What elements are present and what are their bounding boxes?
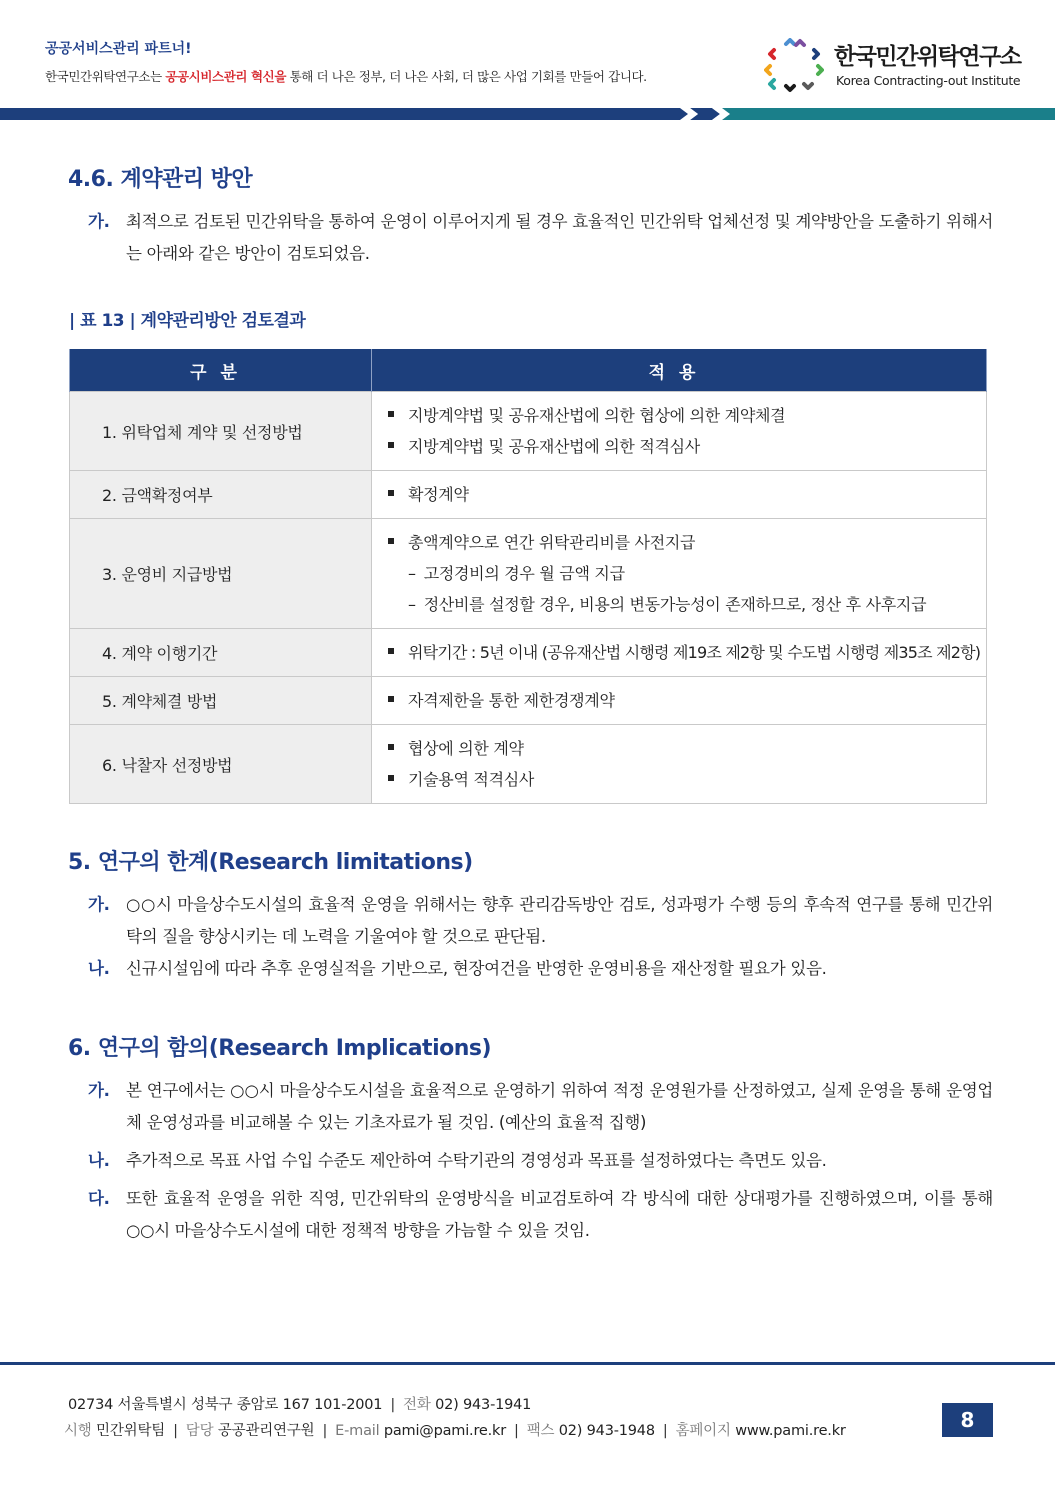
section-5-paragraph	[88, 889, 993, 952]
paragraph-marker: 나.	[88, 959, 110, 978]
footer-phone-label: 전화	[403, 1397, 431, 1413]
footer-charge: 공공관리연구원	[217, 1423, 315, 1439]
footer-divider	[0, 1362, 1055, 1365]
paragraph-text: 신규시설임에 따라 추후 운영실적을 기반으로, 현장여건을 반영한 운영비용을 재산정할 필요가 있음.	[126, 959, 827, 978]
footer-fax-label: 팩스	[526, 1423, 555, 1439]
header-intro	[45, 67, 647, 85]
bullet-item	[388, 685, 985, 716]
table-cell-application	[372, 392, 987, 471]
section-4-6-paragraph	[88, 206, 993, 269]
header-tagline: 공공서비스관리 파트너!	[45, 41, 192, 57]
bullet-item	[388, 479, 985, 510]
table-cell-application	[372, 677, 987, 725]
bullet-text: 자격제한을 통한 제한경쟁계약	[408, 691, 615, 710]
footer-separator: |	[390, 1397, 396, 1413]
table-header-category: 구분	[70, 349, 372, 392]
paragraph-text: ○○시 마을상수도시설의 효율적 운영을 위해서는 향후 관리감독방안 검토, 성과평가 수행 등의 후속적 연구를 통해 민간위탁의 질을 향상시키는 데 노력을 기울여야 할 것으로 판단됨.	[126, 895, 993, 946]
footer-separator: |	[322, 1423, 328, 1439]
section-6-paragraph	[88, 1145, 993, 1177]
table-cell-application	[372, 629, 987, 677]
paragraph-marker: 가.	[88, 212, 110, 231]
footer-phone: 02) 943-1941	[435, 1397, 532, 1413]
section-4-6-heading: 4.6. 계약관리 방안	[68, 167, 253, 192]
footer-email-label: E-mail	[335, 1423, 380, 1439]
dash-icon: –	[408, 564, 416, 583]
table-header-row	[70, 349, 987, 392]
table-cell-application	[372, 519, 987, 629]
footer-email-link[interactable]: pami@pami.re.kr	[383, 1423, 506, 1439]
bullet-text: 협상에 의한 계약	[408, 739, 524, 758]
footer-charge-label: 담당	[185, 1423, 214, 1439]
table-cell-application	[372, 725, 987, 804]
paragraph-text: 본 연구에서는 ○○시 마을상수도시설을 효율적으로 운영하기 위하여 적정 운영원가를 산정하였고, 실제 운영을 통해 운영업체 운영성과를 비교해볼 수 있는 기초자료가 될 것임. (예산의 효율적 집행)	[126, 1081, 993, 1132]
page-number: 8	[942, 1403, 993, 1437]
paragraph-text: 추가적으로 목표 사업 수입 수준도 제안하여 수탁기관의 경영성과 목표를 설정하였다는 측면도 있음.	[126, 1151, 827, 1170]
logo-name-ko: 한국민간위탁연구소	[834, 44, 1021, 70]
bullet-item	[388, 637, 985, 668]
table-row	[70, 677, 987, 725]
bullet-text: 총액계약으로 연간 위탁관리비를 사전지급	[408, 533, 696, 552]
bullet-text: 위탁기간 : 5년 이내 (공유재산법 시행령 제19조 제2항 및 수도법 시행령 제35조 제2항)	[408, 643, 981, 662]
bullet-square-icon	[388, 775, 394, 781]
bullet-item	[388, 400, 985, 431]
paragraph-marker: 다.	[88, 1189, 110, 1208]
table-row	[70, 392, 987, 471]
paragraph-marker: 나.	[88, 1151, 110, 1170]
footer-exec: 민간위탁팀	[96, 1423, 166, 1439]
section-6-heading: 6. 연구의 함의(Research Implications)	[68, 1036, 492, 1061]
table-header-application: 적용	[372, 349, 987, 392]
bullet-item	[388, 527, 985, 558]
bullet-square-icon	[388, 538, 394, 544]
bullet-square-icon	[388, 490, 394, 496]
footer-fax: 02) 943-1948	[558, 1423, 655, 1439]
table-caption: | 표 13 | 계약관리방안 검토결과	[69, 311, 306, 331]
section-5-heading: 5. 연구의 한계(Research limitations)	[68, 850, 473, 875]
paragraph-marker: 가.	[88, 895, 110, 914]
institute-logo-icon	[764, 38, 824, 94]
bullet-square-icon	[388, 648, 394, 654]
bullet-text: 지방계약법 및 공유재산법에 의한 협상에 의한 계약체결	[408, 406, 786, 425]
section-6-paragraph	[88, 1075, 993, 1138]
header-intro-prefix: 한국민간위탁연구소는	[45, 69, 166, 84]
table-cell-application	[372, 471, 987, 519]
section-5-paragraph	[88, 953, 993, 985]
contract-management-table	[69, 349, 987, 804]
bullet-item	[388, 733, 985, 764]
paragraph-marker: 가.	[88, 1081, 110, 1100]
footer-address: 02734 서울특별시 성북구 종암로 167 101-2001	[68, 1397, 383, 1413]
table-cell-category: 6. 낙찰자 선정방법	[70, 725, 372, 804]
dash-item	[388, 558, 985, 589]
table-cell-category: 5. 계약체결 방법	[70, 677, 372, 725]
header-band	[0, 106, 1055, 122]
footer-homepage-link[interactable]: www.pami.re.kr	[735, 1423, 846, 1439]
bullet-square-icon	[388, 744, 394, 750]
dash-text: 정산비를 설정할 경우, 비용의 변동가능성이 존재하므로, 정산 후 사후지급	[423, 595, 927, 614]
dash-icon: –	[408, 595, 416, 614]
bullet-square-icon	[388, 442, 394, 448]
header-intro-suffix: 통해 더 나은 정부, 더 나은 사회, 더 많은 사업 기회를 만들어 갑니다.	[286, 69, 647, 84]
footer-homepage-label: 홈페이지	[675, 1423, 731, 1439]
table-row	[70, 629, 987, 677]
table-row	[70, 519, 987, 629]
bullet-square-icon	[388, 411, 394, 417]
footer-exec-label: 시행	[64, 1423, 92, 1439]
paragraph-text: 최적으로 검토된 민간위탁을 통하여 운영이 이루어지게 될 경우 효율적인 민간위탁 업체선정 및 계약방안을 도출하기 위해서는 아래와 같은 방안이 검토되었음.	[126, 212, 993, 263]
section-6-paragraph	[88, 1183, 993, 1246]
footer-separator: |	[514, 1423, 519, 1439]
bullet-item	[388, 431, 985, 462]
dash-text: 고정경비의 경우 월 금액 지급	[423, 564, 625, 583]
footer-separator: |	[662, 1423, 668, 1439]
table-cell-category: 3. 운영비 지급방법	[70, 519, 372, 629]
logo-name-en: Korea Contracting-out Institute	[836, 73, 1021, 88]
footer-contact-line	[64, 1419, 846, 1440]
table-row	[70, 725, 987, 804]
bullet-text: 지방계약법 및 공유재산법에 의한 적격심사	[408, 437, 700, 456]
bullet-square-icon	[388, 696, 394, 702]
bullet-text: 확정계약	[408, 485, 469, 504]
paragraph-text: 또한 효율적 운영을 위한 직영, 민간위탁의 운영방식을 비교검토하여 각 방식에 대한 상대평가를 진행하였으며, 이를 통해 ○○시 마을상수도시설에 대한 정책적 방향을 가늠할 수 있을 것임.	[126, 1189, 993, 1240]
table-cell-category: 2. 금액확정여부	[70, 471, 372, 519]
table-cell-category: 1. 위탁업체 계약 및 선정방법	[70, 392, 372, 471]
table-row	[70, 471, 987, 519]
bullet-item	[388, 764, 985, 795]
footer-separator: |	[173, 1423, 178, 1439]
header-intro-highlight: 공공시비스관리 혁신을	[165, 69, 287, 84]
dash-item	[388, 589, 985, 620]
footer-address-line	[68, 1393, 531, 1414]
bullet-text: 기술용역 적격심사	[408, 770, 535, 789]
table-cell-category: 4. 계약 이행기간	[70, 629, 372, 677]
